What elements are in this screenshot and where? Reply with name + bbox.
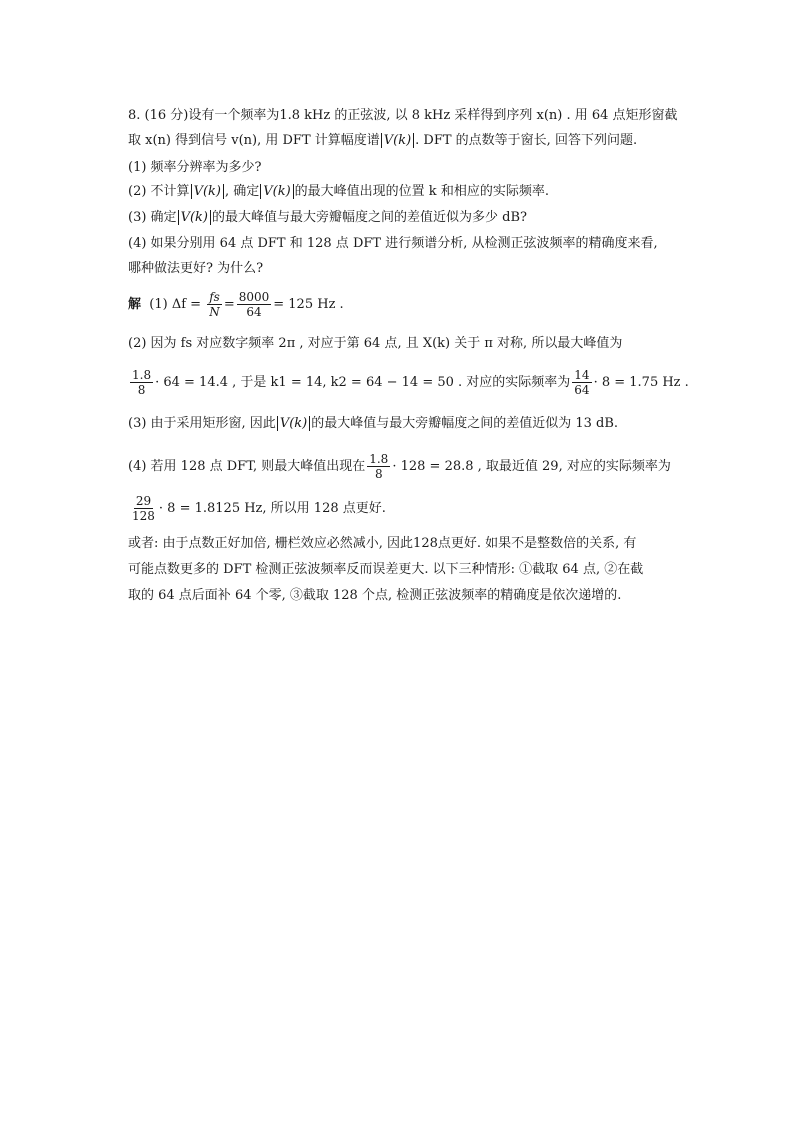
fraction: $\frac{8000}{64}$ <box>238 290 270 319</box>
solution-1: 解 (1) Δf = $\frac{fs}{N}$ = $\frac{8000}{64}$ = 125 Hz . <box>128 290 344 319</box>
magnitude-spectrum: V(k) <box>381 133 414 148</box>
question-2: (2) 不计算 V(k) , 确定 V(k) 的最大峰值出现的位置 k 和相应的实际频率. <box>128 184 549 199</box>
problem-statement-line-2: 取 x(n) 得到信号 v(n), 用 DFT 计算幅度谱 V(k) . DFT 的点数等于窗长, 回答下列问题. <box>128 133 638 148</box>
question-4-line-1: (4) 如果分别用 64 点 DFT 和 128 点 DFT 进行频谱分析, 从检测正弦波频率的精确度来看, <box>128 236 658 251</box>
solution-2-line-2: $\frac{1.8}{8}$ · 64 = 14.4 , 于是 k1 = 14, k2 = 64 − 14 = 50 . 对应的实际频率为 $\frac{14}{64}$ · 8 = 1.75 Hz . <box>132 368 689 397</box>
magnitude-spectrum: V(k) <box>178 210 211 225</box>
fraction: $\frac{29}{128}$ <box>132 494 155 523</box>
fraction: $\frac{fs}{N}$ <box>209 290 220 319</box>
fraction: $\frac{1.8}{8}$ <box>369 452 389 481</box>
fraction: $\frac{14}{64}$ <box>574 368 590 397</box>
solution-label: 解 <box>128 297 142 312</box>
question-4-line-2: 哪种做法更好? 为什么? <box>128 261 264 276</box>
solution-4-line-1: (4) 若用 128 点 DFT, 则最大峰值出现在 $\frac{1.8}{8}$ · 128 = 28.8 , 取最近值 29, 对应的实际频率为 <box>128 452 671 481</box>
alternative-answer-line-3: 取的 64 点后面补 64 个零, ③截取 128 个点, 检测正弦波频率的精确度是依次递增的. <box>128 588 622 603</box>
magnitude-spectrum: V(k) <box>260 184 293 199</box>
solution-4-line-2: $\frac{29}{128}$ · 8 = 1.8125 Hz, 所以用 128 点更好. <box>132 494 386 523</box>
question-3: (3) 确定 V(k) 的最大峰值与最大旁瓣幅度之间的差值近似为多少 dB? <box>128 210 527 225</box>
solution-3: (3) 由于采用矩形窗, 因此 V(k) 的最大峰值与最大旁瓣幅度之间的差值近似为 13 dB. <box>128 416 619 431</box>
alternative-answer-line-2: 可能点数更多的 DFT 检测正弦波频率反而误差更大. 以下三种情形: ①截取 64 点, ②在截 <box>128 562 644 577</box>
magnitude-spectrum: V(k) <box>277 416 310 431</box>
solution-2-line-1: (2) 因为 fs 对应数字频率 2π , 对应于第 64 点, 且 X(k) 关于 π 对称, 所以最大峰值为 <box>128 336 623 351</box>
fraction: $\frac{1.8}{8}$ <box>132 368 152 397</box>
question-1: (1) 频率分辨率为多少? <box>128 160 262 175</box>
problem-statement-line-1: 8. (16 分)设有一个频率为1.8 kHz 的正弦波, 以 8 kHz 采样得到序列 x(n) . 用 64 点矩形窗截 <box>128 108 678 123</box>
magnitude-spectrum: V(k) <box>191 184 224 199</box>
alternative-answer-line-1: 或者: 由于点数正好加倍, 栅栏效应必然减小, 因此128点更好. 如果不是整数倍的关系, 有 <box>128 536 637 551</box>
